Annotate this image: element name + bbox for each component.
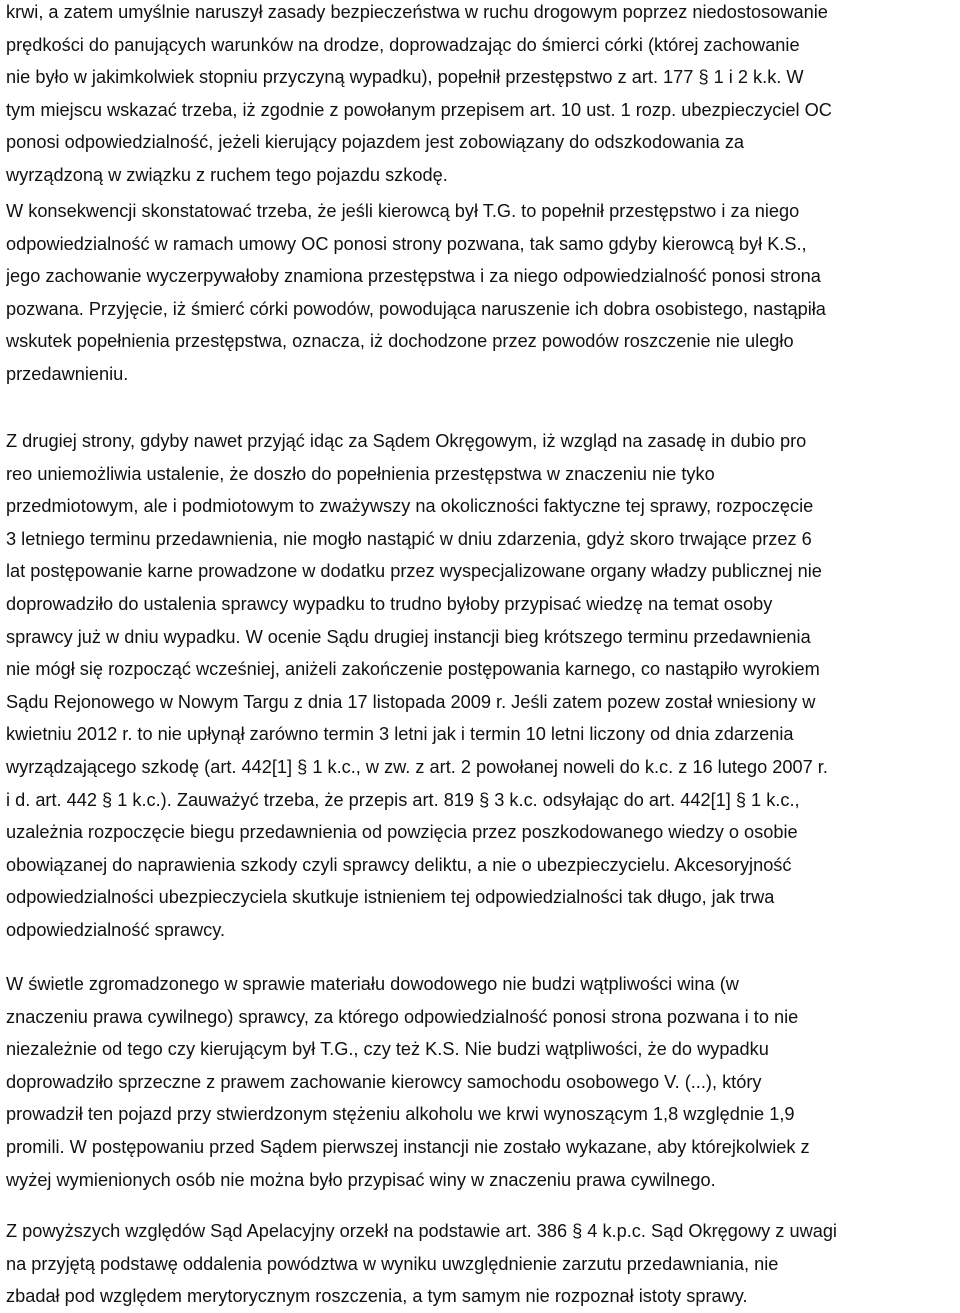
text-line: lat postępowanie karne prowadzone w dodatku przez wyspecjalizowane organy władzy publicznej nie — [6, 561, 822, 582]
text-line: pozwana. Przyjęcie, iż śmierć córki powodów, powodująca naruszenie ich dobra osobistego, nastąpiła — [6, 298, 826, 319]
text-line: jego zachowanie wyczerpywałoby znamiona przestępstwa i za niego odpowiedzialność ponosi strona — [6, 266, 821, 287]
text-line: i d. art. 442 § 1 k.c.). Zauważyć trzeba, że przepis art. 819 § 3 k.c. odsyłając do art. 442[1] § 1 k.c., — [6, 789, 800, 810]
text-line: doprowadziło sprzeczne z prawem zachowanie kierowcy samochodu osobowego V. (...), który — [6, 1071, 762, 1092]
text-line: reo uniemożliwia ustalenie, że doszło do popełnienia przestępstwa w znaczeniu nie tyko — [6, 463, 715, 484]
text-line: wyrządzoną w związku z ruchem tego pojazdu szkodę. — [6, 164, 448, 185]
text-line: obowiązanej do naprawienia szkody czyli sprawcy deliktu, a nie o ubezpieczycielu. Akcesoryjność — [6, 854, 792, 875]
text-line: znaczeniu prawa cywilnego) sprawcy, za którego odpowiedzialność ponosi strona pozwana i to nie — [6, 1006, 799, 1027]
text-line: zbadał pod względem merytorycznym roszczenia, a tym samym nie rozpoznał istoty sprawy. — [6, 1286, 748, 1307]
text-line: na przyjętą podstawę oddalenia powództwa w wyniku uwzględnienie zarzutu przedawniania, nie — [6, 1253, 779, 1274]
text-line: W konsekwencji skonstatować trzeba, że jeśli kierowcą był T.G. to popełnił przestępstwo i za niego — [6, 201, 800, 221]
text-line: niezależnie od tego czy kierującym był T.G., czy też K.S. Nie budzi wątpliwości, że do wypadku — [6, 1039, 769, 1060]
text-line: wyżej wymienionych osób nie można było przypisać winy w znaczeniu prawa cywilnego. — [6, 1169, 716, 1190]
text-line: doprowadziło do ustalenia sprawcy wypadku to trudno byłoby przypisać wiedzę na temat osoby — [6, 593, 773, 614]
paragraph-4 — [6, 968, 810, 1196]
text-line: wyrządzającego szkodę (art. 442[1] § 1 k.c., w zw. z art. 2 powołanej noweli do k.c. z 16 lutego 2007 r. — [6, 756, 828, 777]
paragraph-2 — [6, 195, 826, 391]
text-line: odpowiedzialności ubezpieczyciela skutkuje istnieniem tej odpowiedzialności tak długo, jak trwa — [6, 887, 775, 908]
text-line: Z drugiej strony, gdyby nawet przyjąć idąc za Sądem Okręgowym, iż wzgląd na zasadę in dubio pro — [6, 431, 807, 451]
paragraph-5 — [6, 1215, 837, 1313]
paragraph-1 — [6, 0, 832, 192]
text-line: krwi, a zatem umyślnie naruszył zasady bezpieczeństwa w ruchu drogowym poprzez niedostosowanie — [6, 2, 828, 22]
text-line: tym miejscu wskazać trzeba, iż zgodnie z powołanym przepisem art. 10 ust. 1 rozp. ubezpieczyciel OC — [6, 99, 832, 120]
text-line: uzależnia rozpoczęcie biegu przedawnienia od powzięcia przez poszkodowanego wiedzy o osobie — [6, 822, 798, 843]
text-line: wskutek popełnienia przestępstwa, oznacza, iż dochodzone przez powodów roszczenie nie uległo — [6, 331, 794, 352]
text-line: przedawnieniu. — [6, 363, 129, 384]
text-line: ponosi odpowiedzialność, jeżeli kierujący pojazdem jest zobowiązany do odszkodowania za — [6, 132, 745, 153]
text-line: odpowiedzialność w ramach umowy OC ponosi strony pozwana, tak samo gdyby kierowcą był K.S., — [6, 233, 807, 254]
text-line: promili. W postępowaniu przed Sądem pierwszej instancji nie zostało wykazane, aby którejkolwiek z — [6, 1136, 810, 1157]
text-line: nie mógł się rozpocząć wcześniej, aniżeli zakończenie postępowania karnego, co nastąpiło wyrokiem — [6, 659, 820, 680]
text-line: prędkości do panujących warunków na drodze, doprowadzając do śmierci córki (której zachowanie — [6, 34, 800, 55]
paragraph-3 — [6, 425, 828, 947]
text-line: prowadził ten pojazd przy stwierdzonym stężeniu alkoholu we krwi wynoszącym 1,8 względnie 1,9 — [6, 1104, 795, 1125]
text-line: kwietniu 2012 r. to nie upłynął zarówno termin 3 letni jak i termin 10 letni liczony od dnia zdarzenia — [6, 724, 794, 745]
text-line: przedmiotowym, ale i podmiotowym to zważywszy na okoliczności faktyczne tej sprawy, rozpoczęcie — [6, 496, 814, 517]
text-line: Z powyższych względów Sąd Apelacyjny orzekł na podstawie art. 386 § 4 k.p.c. Sąd Okręgowy z uwagi — [6, 1221, 837, 1241]
text-line: nie było w jakimkolwiek stopniu przyczyną wypadku), popełnił przestępstwo z art. 177 § 1 i 2 k.k. W — [6, 67, 804, 88]
text-line: Sądu Rejonowego w Nowym Targu z dnia 17 listopada 2009 r. Jeśli zatem pozew został wniesiony w — [6, 691, 816, 712]
text-line: 3 letniego terminu przedawnienia, nie mogło nastąpić w dniu zdarzenia, gdyż skoro trwające przez 6 — [6, 528, 812, 549]
text-line: odpowiedzialność sprawcy. — [6, 919, 226, 940]
text-line: sprawcy już w dniu wypadku. W ocenie Sądu drugiej instancji bieg krótszego terminu przedawnienia — [6, 626, 811, 647]
text-line: W świetle zgromadzonego w sprawie materiału dowodowego nie budzi wątpliwości wina (w — [6, 974, 739, 994]
